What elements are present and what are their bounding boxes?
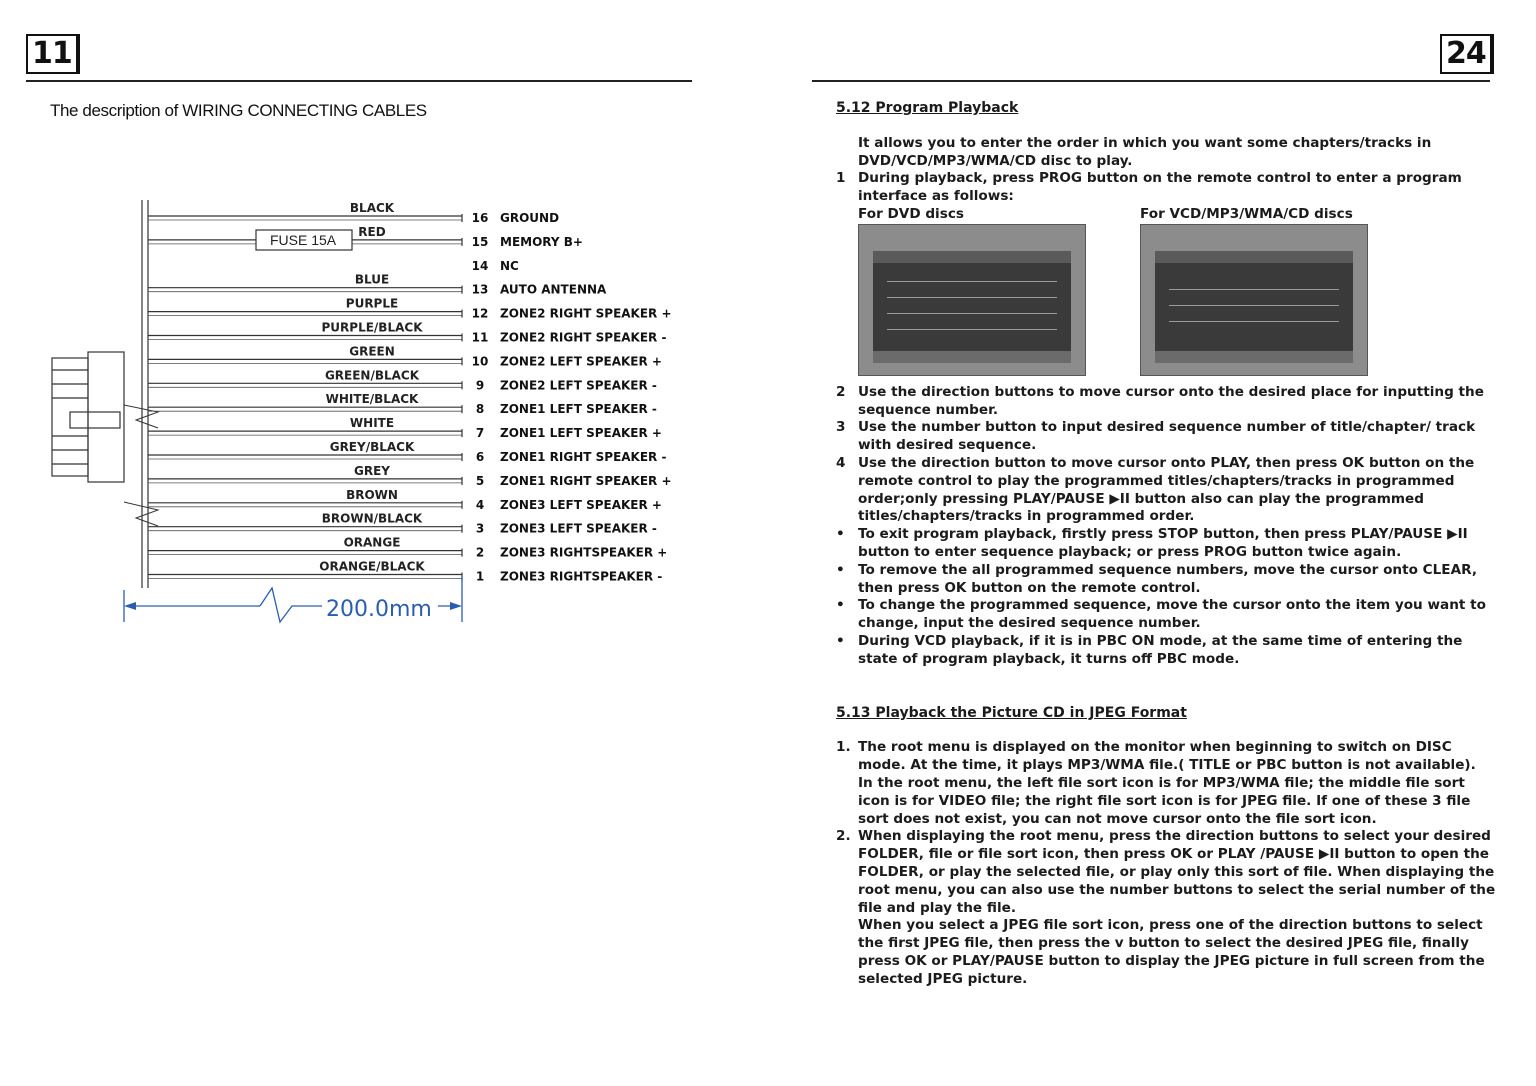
item-text-continued: When you select a JPEG file sort icon, press one of the direction buttons to select the first JPEG file, then press the v button to select the desired JPEG file, finally press OK or PLAY/PAUSE button to display the JPEG picture in full screen from the selected JPEG picture. — [858, 917, 1485, 987]
pin-number: 15 — [471, 234, 489, 249]
step-4 — [836, 455, 1496, 526]
pin-function: ZONE2 RIGHT SPEAKER + — [500, 306, 672, 321]
pin-number: 14 — [471, 258, 489, 273]
jpeg-item-1 — [836, 739, 1496, 828]
bullet-mark: • — [836, 632, 845, 649]
pin-number: 4 — [475, 497, 485, 512]
step-3 — [836, 419, 1496, 455]
pin-function: ZONE3 LEFT SPEAKER + — [500, 497, 662, 512]
bullet-mark: • — [836, 561, 845, 578]
item-text-continued: In the root menu, the left file sort icon is for MP3/WMA file; the middle file sort icon is for VIDEO file; the right file sort icon is for JPEG file. If one of these 3 file sort does not exist, you can not move cursor onto the file sort icon. — [858, 774, 1471, 827]
wire-color-label: RED — [358, 224, 386, 239]
bullet-mark: • — [836, 526, 845, 543]
wire-row — [148, 512, 657, 536]
wire-row — [148, 225, 583, 249]
pin-number: 12 — [471, 306, 489, 321]
cable-bundle — [124, 200, 158, 588]
pin-function: ZONE1 LEFT SPEAKER + — [500, 426, 662, 441]
header-rule-right — [812, 80, 1490, 82]
wire-row — [148, 488, 662, 512]
pin-number: 11 — [471, 330, 489, 345]
bullet-change — [836, 597, 1496, 633]
wire-row — [148, 368, 657, 392]
bullet-remove — [836, 562, 1496, 598]
fuse-label: FUSE 15A — [270, 232, 337, 248]
pin-function: ZONE3 RIGHTSPEAKER + — [500, 545, 668, 560]
wiring-title: The description of WIRING CONNECTING CABLES — [50, 101, 427, 120]
item-text: When displaying the root menu, press the direction buttons to select your desired FOLDER, file or file sort icon, then press OK or PLAY /PAUSE ▶II button to open the FOLDER, or play the selected file, or play only this sort of file. When displaying the root menu, you can also use the number buttons to select the serial number of the file and play the file. — [858, 828, 1496, 916]
wire-row — [148, 201, 559, 225]
wire-color-label: GREEN — [349, 344, 395, 359]
pin-function: AUTO ANTENNA — [500, 282, 607, 297]
page-number-left: 11 — [26, 34, 80, 74]
wire-color-label: GREEN/BLACK — [324, 368, 420, 383]
jpeg-item-2 — [836, 828, 1496, 988]
section-title-jpeg: 5.13 Playback the Picture CD in JPEG Format — [836, 704, 1187, 721]
wire-color-label: GREY — [354, 463, 390, 478]
caption-dvd: For DVD discs — [858, 205, 964, 222]
wire-color-label: PURPLE — [345, 296, 399, 311]
wire-row — [472, 259, 519, 273]
bullet-vcd-pbc — [836, 633, 1496, 669]
pin-function: ZONE1 LEFT SPEAKER - — [500, 402, 657, 417]
pin-function: ZONE1 RIGHT SPEAKER + — [500, 473, 672, 488]
pin-number: 10 — [471, 354, 489, 369]
pin-function: NC — [500, 258, 519, 273]
pin-function: GROUND — [500, 211, 560, 225]
pin-function: MEMORY B+ — [500, 234, 583, 249]
bullet-text: During VCD playback, if it is in PBC ON mode, at the same time of entering the state of program playback, it turns off PBC mode. — [858, 632, 1463, 667]
wire-color-label: WHITE/BLACK — [325, 392, 419, 407]
wire-row — [148, 536, 667, 560]
caption-vcd: For VCD/MP3/WMA/CD discs — [1140, 205, 1353, 222]
pin-number: 13 — [471, 282, 489, 297]
pin-function: ZONE3 LEFT SPEAKER - — [500, 521, 657, 536]
bullet-exit — [836, 526, 1496, 562]
connector-plug — [52, 352, 124, 482]
bullet-text: To exit program playback, firstly press STOP button, then press PLAY/PAUSE ▶II button to enter sequence playback; or press PROG button twice again. — [858, 526, 1468, 560]
wire-row — [148, 344, 662, 368]
pin-number: 3 — [475, 521, 485, 536]
pin-number: 2 — [475, 545, 485, 560]
pin-number: 1 — [475, 569, 485, 584]
bullet-text: To remove the all programmed sequence numbers, move the cursor onto CLEAR, then press OK button on the remote control. — [858, 561, 1477, 596]
page-number-right: 24 — [1440, 34, 1494, 74]
wire-row — [148, 464, 672, 488]
pin-number: 8 — [475, 402, 485, 417]
item-number: 1. — [836, 739, 851, 756]
pin-function: ZONE3 RIGHTSPEAKER - — [500, 569, 663, 584]
bullet-mark: • — [836, 597, 845, 614]
pin-function: ZONE2 RIGHT SPEAKER - — [500, 330, 667, 345]
wire-color-label: ORANGE/BLACK — [319, 559, 425, 574]
header-rule-left — [26, 80, 692, 82]
wire-color-label: BLACK — [349, 201, 395, 215]
step-text: During playback, press PROG button on the remote control to enter a program interface as follows: — [858, 170, 1462, 205]
pin-number: 7 — [475, 426, 485, 441]
bullet-text: To change the programmed sequence, move the cursor onto the item you want to change, input the desired sequence number. — [858, 597, 1486, 632]
wiring-diagram — [40, 190, 700, 640]
pin-function: ZONE1 RIGHT SPEAKER - — [500, 450, 667, 464]
wire-color-label: ORANGE — [343, 535, 401, 550]
step-1 — [836, 170, 1496, 206]
wire-color-label: PURPLE/BLACK — [321, 320, 423, 335]
wire-row — [148, 273, 607, 297]
dvd-program-screen — [858, 224, 1086, 376]
wire-color-label: BROWN/BLACK — [321, 511, 423, 526]
wire-row — [148, 392, 657, 416]
program-screens — [858, 206, 1496, 376]
wire-color-label: BROWN — [346, 487, 398, 502]
step-2 — [836, 384, 1496, 420]
step-text: Use the direction buttons to move cursor onto the desired place for inputting the sequence number. — [858, 383, 1484, 418]
pin-number: 6 — [475, 450, 485, 464]
pin-function: ZONE2 LEFT SPEAKER + — [500, 354, 662, 369]
length-label: 200.0mm — [326, 597, 432, 622]
item-text: The root menu is displayed on the monitor when beginning to switch on DISC mode. At the time, it plays MP3/WMA file.( TITLE or PBC button is not available). — [858, 739, 1476, 774]
item-number: 2. — [836, 828, 851, 845]
wire-row — [148, 560, 662, 584]
right-page-content — [836, 100, 1496, 988]
vcd-program-screen — [1140, 224, 1368, 376]
step-number: 4 — [836, 454, 846, 471]
pin-number: 5 — [475, 473, 485, 488]
wire-color-label: GREY/BLACK — [329, 440, 415, 454]
step-number: 2 — [836, 383, 846, 400]
wire-row — [148, 321, 666, 345]
step-number: 1 — [836, 170, 846, 187]
pin-number: 9 — [475, 378, 485, 393]
step-text: Use the direction button to move cursor onto PLAY, then press OK button on the remote control to play the programmed titles/chapters/tracks in programmed order;only pressing PLAY/PAUSE ▶II button also can play the programmed titles/chapters/tracks in programmed order. — [858, 454, 1475, 525]
pin-function: ZONE2 LEFT SPEAKER - — [500, 378, 657, 393]
wire-row — [148, 440, 666, 464]
step-number: 3 — [836, 419, 846, 436]
wire-row — [148, 416, 662, 440]
program-intro: It allows you to enter the order in which you want some chapters/tracks in DVD/VCD/MP3/WMA/CD disc to play. — [858, 134, 1432, 169]
wire-color-label: BLUE — [354, 272, 390, 287]
section-title-program-playback: 5.12 Program Playback — [836, 100, 1019, 116]
wire-row — [148, 297, 672, 321]
wire-color-label: WHITE — [349, 416, 395, 431]
step-text: Use the number button to input desired sequence number of title/chapter/ track with desired sequence. — [858, 419, 1476, 454]
fuse-15a — [256, 230, 352, 250]
pin-number: 16 — [471, 211, 489, 225]
